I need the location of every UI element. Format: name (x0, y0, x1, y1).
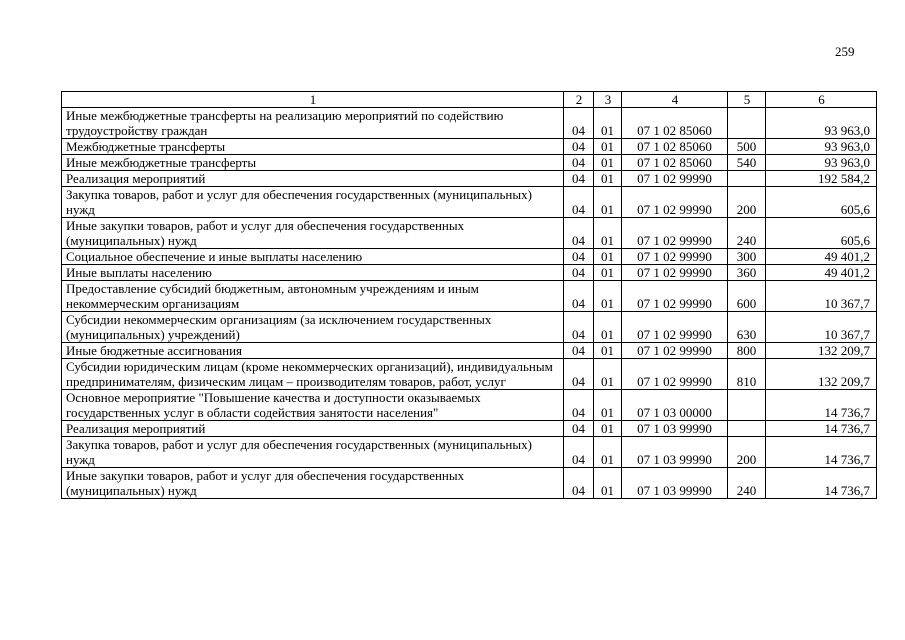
subsection-cell: 01 (594, 281, 622, 312)
subsection-cell: 01 (594, 108, 622, 139)
row-name-cell: Социальное обеспечение и иные выплаты населению (62, 249, 564, 265)
expense-type-cell (728, 421, 766, 437)
row-name-cell: Межбюджетные трансферты (62, 139, 564, 155)
table-row (62, 108, 877, 139)
subsection-cell: 01 (594, 155, 622, 171)
target-article-cell: 07 1 02 99990 (622, 218, 728, 249)
row-name-cell: Субсидии юридическим лицам (кроме некоммерческих организаций), индивидуальным предпринимателям, физическим лицам – производителям товаров, работ, услуг (62, 359, 564, 390)
row-name-cell: Предоставление субсидий бюджетным, автономным учреждениям и иным некоммерческим организациям (62, 281, 564, 312)
subsection-cell: 01 (594, 187, 622, 218)
row-name-cell: Иные закупки товаров, работ и услуг для обеспечения государственных (муниципальных) нужд (62, 468, 564, 499)
target-article-cell: 07 1 02 99990 (622, 171, 728, 187)
budget-table (61, 91, 877, 499)
target-article-cell: 07 1 02 99990 (622, 343, 728, 359)
section-cell: 04 (564, 343, 594, 359)
subsection-cell: 01 (594, 390, 622, 421)
subsection-cell: 01 (594, 218, 622, 249)
table-row (62, 171, 877, 187)
section-cell: 04 (564, 187, 594, 218)
section-cell: 04 (564, 437, 594, 468)
section-cell: 04 (564, 249, 594, 265)
table-row (62, 343, 877, 359)
row-name-cell: Иные выплаты населению (62, 265, 564, 281)
expense-type-cell: 240 (728, 218, 766, 249)
amount-cell: 192 584,2 (766, 171, 877, 187)
amount-cell: 93 963,0 (766, 155, 877, 171)
target-article-cell: 07 1 03 99990 (622, 468, 728, 499)
expense-type-cell: 810 (728, 359, 766, 390)
expense-type-cell (728, 390, 766, 421)
amount-cell: 14 736,7 (766, 437, 877, 468)
row-name-cell: Иные межбюджетные трансферты на реализацию мероприятий по содействию трудоустройству граждан (62, 108, 564, 139)
header-row (62, 92, 877, 108)
target-article-cell: 07 1 02 85060 (622, 108, 728, 139)
target-article-cell: 07 1 02 99990 (622, 281, 728, 312)
subsection-cell: 01 (594, 139, 622, 155)
subsection-cell: 01 (594, 359, 622, 390)
expense-type-cell (728, 171, 766, 187)
row-name-cell: Реализация мероприятий (62, 421, 564, 437)
table-row (62, 249, 877, 265)
section-cell: 04 (564, 139, 594, 155)
section-cell: 04 (564, 218, 594, 249)
amount-cell: 132 209,7 (766, 343, 877, 359)
header-cell: 3 (594, 92, 622, 108)
section-cell: 04 (564, 281, 594, 312)
amount-cell: 605,6 (766, 187, 877, 218)
row-name-cell: Закупка товаров, работ и услуг для обеспечения государственных (муниципальных) нужд (62, 437, 564, 468)
row-name-cell: Основное мероприятие "Повышение качества и доступности оказываемых государственных услуг в области содействия занятости населения" (62, 390, 564, 421)
subsection-cell: 01 (594, 343, 622, 359)
expense-type-cell (728, 108, 766, 139)
target-article-cell: 07 1 03 00000 (622, 390, 728, 421)
table-row (62, 187, 877, 218)
subsection-cell: 01 (594, 312, 622, 343)
row-name-cell: Иные межбюджетные трансферты (62, 155, 564, 171)
expense-type-cell: 600 (728, 281, 766, 312)
expense-type-cell: 240 (728, 468, 766, 499)
table-row (62, 265, 877, 281)
target-article-cell: 07 1 02 99990 (622, 187, 728, 218)
expense-type-cell: 300 (728, 249, 766, 265)
target-article-cell: 07 1 03 99990 (622, 421, 728, 437)
expense-type-cell: 200 (728, 437, 766, 468)
header-cell: 6 (766, 92, 877, 108)
expense-type-cell: 630 (728, 312, 766, 343)
section-cell: 04 (564, 390, 594, 421)
header-cell: 4 (622, 92, 728, 108)
subsection-cell: 01 (594, 249, 622, 265)
section-cell: 04 (564, 171, 594, 187)
section-cell: 04 (564, 108, 594, 139)
subsection-cell: 01 (594, 171, 622, 187)
table-row (62, 218, 877, 249)
subsection-cell: 01 (594, 421, 622, 437)
expense-type-cell: 500 (728, 139, 766, 155)
target-article-cell: 07 1 02 85060 (622, 155, 728, 171)
expense-type-cell: 540 (728, 155, 766, 171)
section-cell: 04 (564, 359, 594, 390)
subsection-cell: 01 (594, 468, 622, 499)
header-cell: 1 (62, 92, 564, 108)
target-article-cell: 07 1 03 99990 (622, 437, 728, 468)
amount-cell: 49 401,2 (766, 249, 877, 265)
page-number: 259 (835, 44, 855, 59)
table-row (62, 155, 877, 171)
row-name-cell: Субсидии некоммерческим организациям (за исключением государственных (муниципальных) учреждений) (62, 312, 564, 343)
table-row (62, 281, 877, 312)
expense-type-cell: 360 (728, 265, 766, 281)
target-article-cell: 07 1 02 99990 (622, 312, 728, 343)
subsection-cell: 01 (594, 265, 622, 281)
section-cell: 04 (564, 421, 594, 437)
amount-cell: 10 367,7 (766, 281, 877, 312)
subsection-cell: 01 (594, 437, 622, 468)
amount-cell: 10 367,7 (766, 312, 877, 343)
row-name-cell: Закупка товаров, работ и услуг для обеспечения государственных (муниципальных) нужд (62, 187, 564, 218)
target-article-cell: 07 1 02 99990 (622, 359, 728, 390)
table-row (62, 421, 877, 437)
section-cell: 04 (564, 468, 594, 499)
table-row (62, 359, 877, 390)
row-name-cell: Иные закупки товаров, работ и услуг для обеспечения государственных (муниципальных) нужд (62, 218, 564, 249)
expense-type-cell: 800 (728, 343, 766, 359)
table-body (62, 108, 877, 499)
section-cell: 04 (564, 265, 594, 281)
expense-type-cell: 200 (728, 187, 766, 218)
table-row (62, 468, 877, 499)
table-row (62, 437, 877, 468)
amount-cell: 14 736,7 (766, 468, 877, 499)
amount-cell: 132 209,7 (766, 359, 877, 390)
target-article-cell: 07 1 02 99990 (622, 249, 728, 265)
target-article-cell: 07 1 02 85060 (622, 139, 728, 155)
amount-cell: 93 963,0 (766, 139, 877, 155)
section-cell: 04 (564, 312, 594, 343)
table-row (62, 312, 877, 343)
amount-cell: 605,6 (766, 218, 877, 249)
amount-cell: 93 963,0 (766, 108, 877, 139)
header-cell: 5 (728, 92, 766, 108)
table-row (62, 139, 877, 155)
section-cell: 04 (564, 155, 594, 171)
header-cell: 2 (564, 92, 594, 108)
amount-cell: 49 401,2 (766, 265, 877, 281)
target-article-cell: 07 1 02 99990 (622, 265, 728, 281)
amount-cell: 14 736,7 (766, 390, 877, 421)
table-row (62, 390, 877, 421)
row-name-cell: Реализация мероприятий (62, 171, 564, 187)
row-name-cell: Иные бюджетные ассигнования (62, 343, 564, 359)
amount-cell: 14 736,7 (766, 421, 877, 437)
